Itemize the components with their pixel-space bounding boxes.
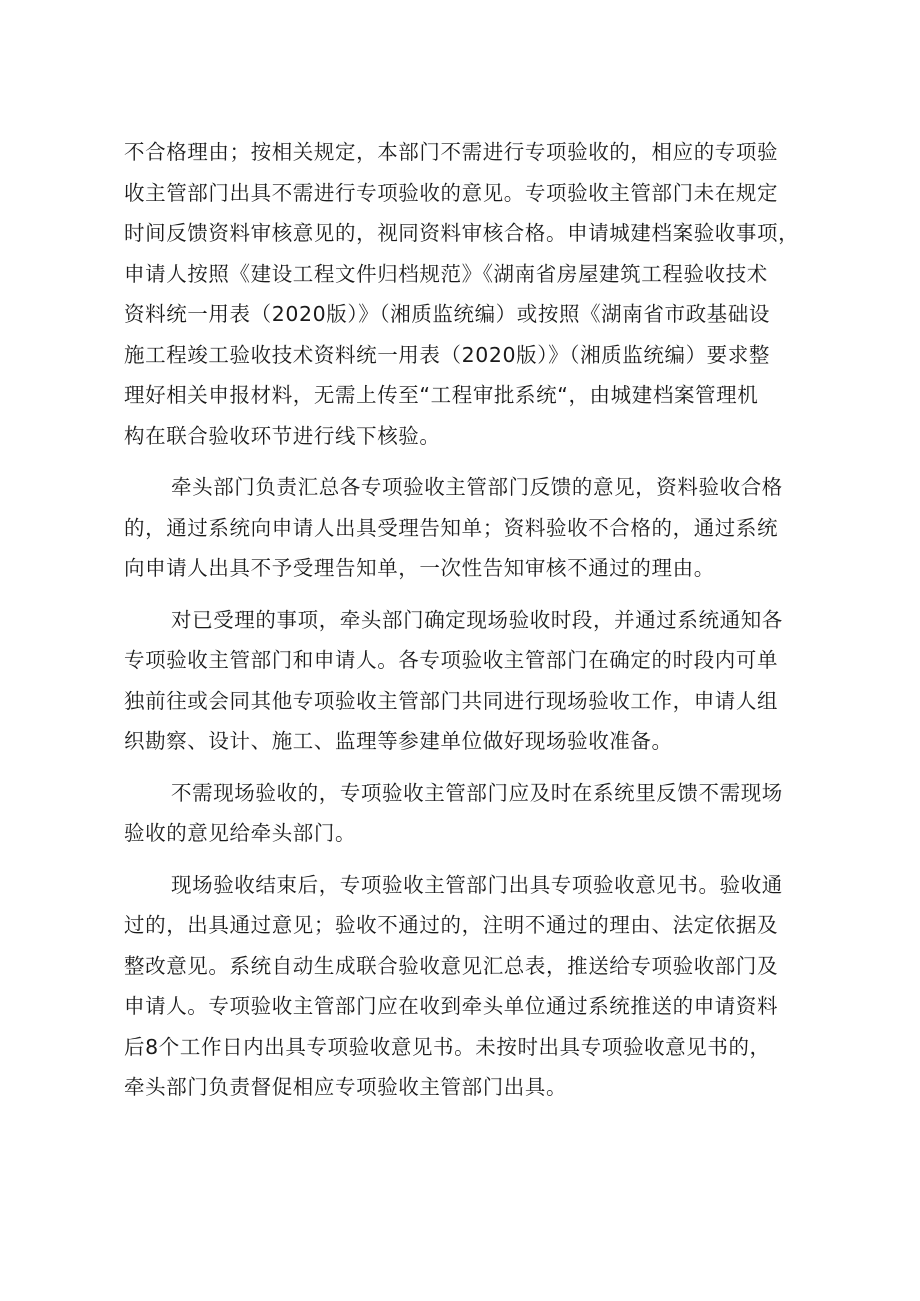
- paragraph-spacer: [124, 762, 804, 773]
- paragraph-line: 不合格理由；按相关规定，本部门不需进行专项验收的，相应的专项验: [124, 140, 779, 164]
- paragraph-line: 过的，出具通过意见；验收不通过的，注明不通过的理由、法定依据及: [124, 913, 779, 937]
- paragraph-first-line: 牵头部门负责汇总各专项验收主管部门反馈的意见，资料验收合格: [171, 475, 783, 499]
- paragraph-line: 申请人。专项验收主管部门应在收到牵头单位通过系统推送的申请资料: [124, 994, 779, 1018]
- paragraph-line: 牵头部门负责督促相应专项验收主管部门出具。: [124, 1075, 568, 1099]
- paragraph-line: 收主管部门出具不需进行专项验收的意见。专项验收主管部门未在规定: [124, 180, 779, 205]
- paragraph-first-line: 对已受理的事项，牵头部门确定现场验收时段，并通过系统通知各: [171, 607, 783, 632]
- paragraph-line: 构在联合验收环节进行线下核验。: [124, 423, 441, 448]
- paragraph-2: [124, 467, 804, 589]
- paragraph-line: 资料统一用表（2020版）》（湘质监统编）或按照《湖南省市政基础设: [124, 302, 770, 326]
- paragraph-line: 申请人按照《建设工程文件归档规范》《湖南省房屋建筑工程验收技术: [124, 261, 768, 286]
- paragraph-line: 专项验收主管部门和申请人。各专项验收主管部门在确定的时段内可单: [124, 648, 779, 672]
- paragraph-line: 的，通过系统向申请人出具受理告知单；资料验收不合格的，通过系统: [124, 515, 779, 540]
- paragraph-line: 验收的意见给牵头部门。: [124, 821, 357, 845]
- paragraph-spacer: [124, 589, 804, 600]
- paragraph-spacer: [124, 456, 804, 467]
- paragraph-first-line: 不需现场验收的，专项验收主管部门应及时在系统里反馈不需现场: [171, 780, 783, 805]
- document-body: [124, 132, 804, 1108]
- paragraph-1: [124, 132, 804, 456]
- paragraph-spacer: [124, 854, 804, 865]
- paragraph-line: 整改意见。系统自动生成联合验收意见汇总表，推送给专项验收部门及: [124, 953, 779, 978]
- paragraph-line: 向申请人出具不予受理告知单，一次性告知审核不通过的理由。: [124, 556, 715, 580]
- paragraph-first-line: 现场验收结束后，专项验收主管部门出具专项验收意见书。验收通: [171, 872, 783, 897]
- paragraph-line: 时间反馈资料审核意见的，视同资料审核合格。申请城建档案验收事项，: [124, 221, 800, 245]
- paragraph-4: [124, 773, 804, 854]
- paragraph-line: 独前往或会同其他专项验收主管部门共同进行现场验收工作，申请人组: [124, 688, 779, 713]
- paragraph-line: 理好相关申报材料，无需上传至“工程审批系统“，由城建档案管理机: [124, 383, 759, 407]
- paragraph-3: [124, 600, 804, 762]
- paragraph-line: 织勘察、设计、施工、监理等参建单位做好现场验收准备。: [124, 729, 673, 753]
- paragraph-line: 施工程竣工验收技术资料统一用表（2020版）》（湘质监统编）要求整: [124, 342, 770, 367]
- paragraph-line: 后8个工作日内出具专项验收意见书。未按时出具专项验收意见书的，: [124, 1034, 771, 1059]
- paragraph-5: [124, 865, 804, 1108]
